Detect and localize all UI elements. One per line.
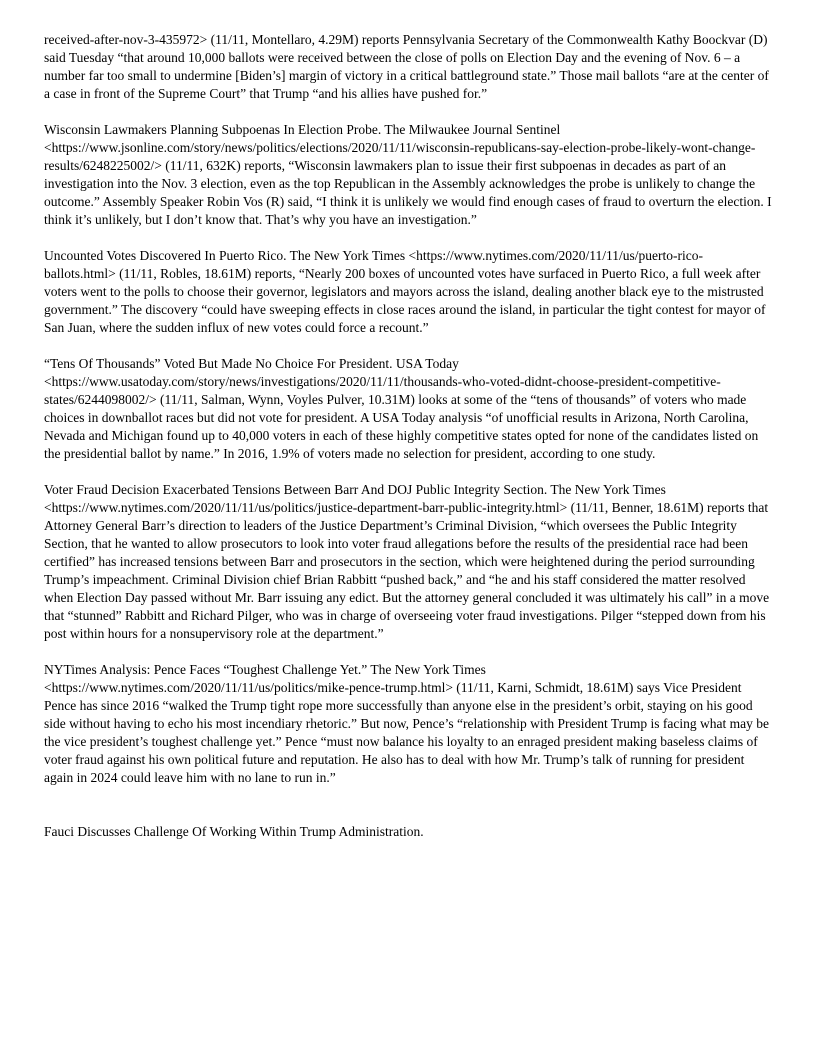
paragraph-ballots-received: received-after-nov-3-435972> (11/11, Montellaro, 4.29M) reports Pennsylvania Secretary of the Commonwealth Kathy Boockvar (D) said Tuesday “that around 10,000 ballots were received between the close of polls on Election Day and the evening of Nov. 6 – a number far too small to undermine [Biden’s] margin of victory in a critical battleground state.” Those mail ballots “are at the center of a case in front of the Supreme Court” that Trump “and his allies have pushed for.”	[44, 32, 769, 101]
paragraph-no-choice-president: “Tens Of Thousands” Voted But Made No Choice For President. USA Today <https://www.usatoday.com/story/news/investigations/2020/11/11/thousands-who-voted-didnt-choose-president-competitive-states/6244098002/> (11/11, Salman, Wynn, Voyles Pulver, 10.31M) looks at some of the “tens of thousands” of voters who made choices in downballot races but did not vote for president. A USA Today analysis “of unofficial results in Arizona, North Carolina, Nevada and Michigan found up to 40,000 voters in each of these highly competitive states opted for none of the candidates listed on the presidential ballot by name.” In 2016, 1.9% of voters made no selection for president, according to one study.	[44, 356, 759, 461]
paragraph-puerto-rico-votes: Uncounted Votes Discovered In Puerto Rico. The New York Times <https://www.nytimes.com/2020/11/11/us/puerto-rico-ballots.html> (11/11, Robles, 18.61M) reports, “Nearly 200 boxes of uncounted votes have surfaced in Puerto Rico, a full week after voters went to the polls to choose their governor, legislators and mayors across the island, dealing another black eye to the mistrusted government.” The discovery “could have sweeping effects in close races around the island, in particular the tight contest for mayor of San Juan, where the sudden influx of new votes could force a recount.”	[44, 248, 766, 335]
paragraph-fauci-heading: Fauci Discusses Challenge Of Working Within Trump Administration.	[44, 824, 424, 839]
paragraph-wisconsin-subpoenas: Wisconsin Lawmakers Planning Subpoenas In Election Probe. The Milwaukee Journal Sentinel <https://www.jsonline.com/story/news/politics/elections/2020/11/11/wisconsin-republicans-say-election-probe-likely-wont-change-results/6248225002/> (11/11, 632K) reports, “Wisconsin lawmakers plan to issue their first subpoenas in decades as part of an investigation into the Nov. 3 election, even as the top Republican in the Assembly acknowledges the probe is unlikely to change the outcome.” Assembly Speaker Robin Vos (R) said, “I think it is unlikely we would find enough cases of fraud to overturn the election. I think it’s unlikely, but I don’t know that. That’s why you have an investigation.”	[44, 122, 772, 227]
paragraph-barr-doj-tensions: Voter Fraud Decision Exacerbated Tensions Between Barr And DOJ Public Integrity Section. The New York Times <https://www.nytimes.com/2020/11/11/us/politics/justice-department-barr-public-integrity.html> (11/11, Benner, 18.61M) reports that Attorney General Barr’s direction to leaders of the Justice Department’s Criminal Division, “which oversees the Public Integrity Section, that he wanted to allow prosecutors to look into voter fraud allegations before the results of the presidential race had been certified” has increased tensions between Barr and prosecutors in the section, which were heightened during the period surrounding Trump’s impeachment. Criminal Division chief Brian Rabbitt “pushed back,” and “he and his staff considered the matter resolved when Election Day passed without Mr. Barr issuing any edict. But the attorney general concluded it was ultimately his call” in a move that “stunned” Rabbitt and Richard Pilger, who was in charge of overseeing voter fraud investigations. Pilger “stepped down from his post within hours for a nonsupervisory role at the department.”	[44, 482, 770, 641]
paragraph-pence-challenge: NYTimes Analysis: Pence Faces “Toughest Challenge Yet.” The New York Times <https://www.nytimes.com/2020/11/11/us/politics/mike-pence-trump.html> (11/11, Karni, Schmidt, 18.61M) says Vice President Pence has since 2016 “walked the Trump tight rope more successfully than anyone else in the president’s orbit, staying on his good side without having to echo his most incendiary rhetoric.” But now, Pence’s “relationship with President Trump is facing what may be the vice president’s toughest challenge yet.” Pence “must now balance his loyalty to an enraged president making baseless claims of voter fraud against his own political future and reputation. He also has to deal with how Mr. Trump’s talk of running for president again in 2024 could leave him with no lane to run in.”	[44, 662, 769, 785]
